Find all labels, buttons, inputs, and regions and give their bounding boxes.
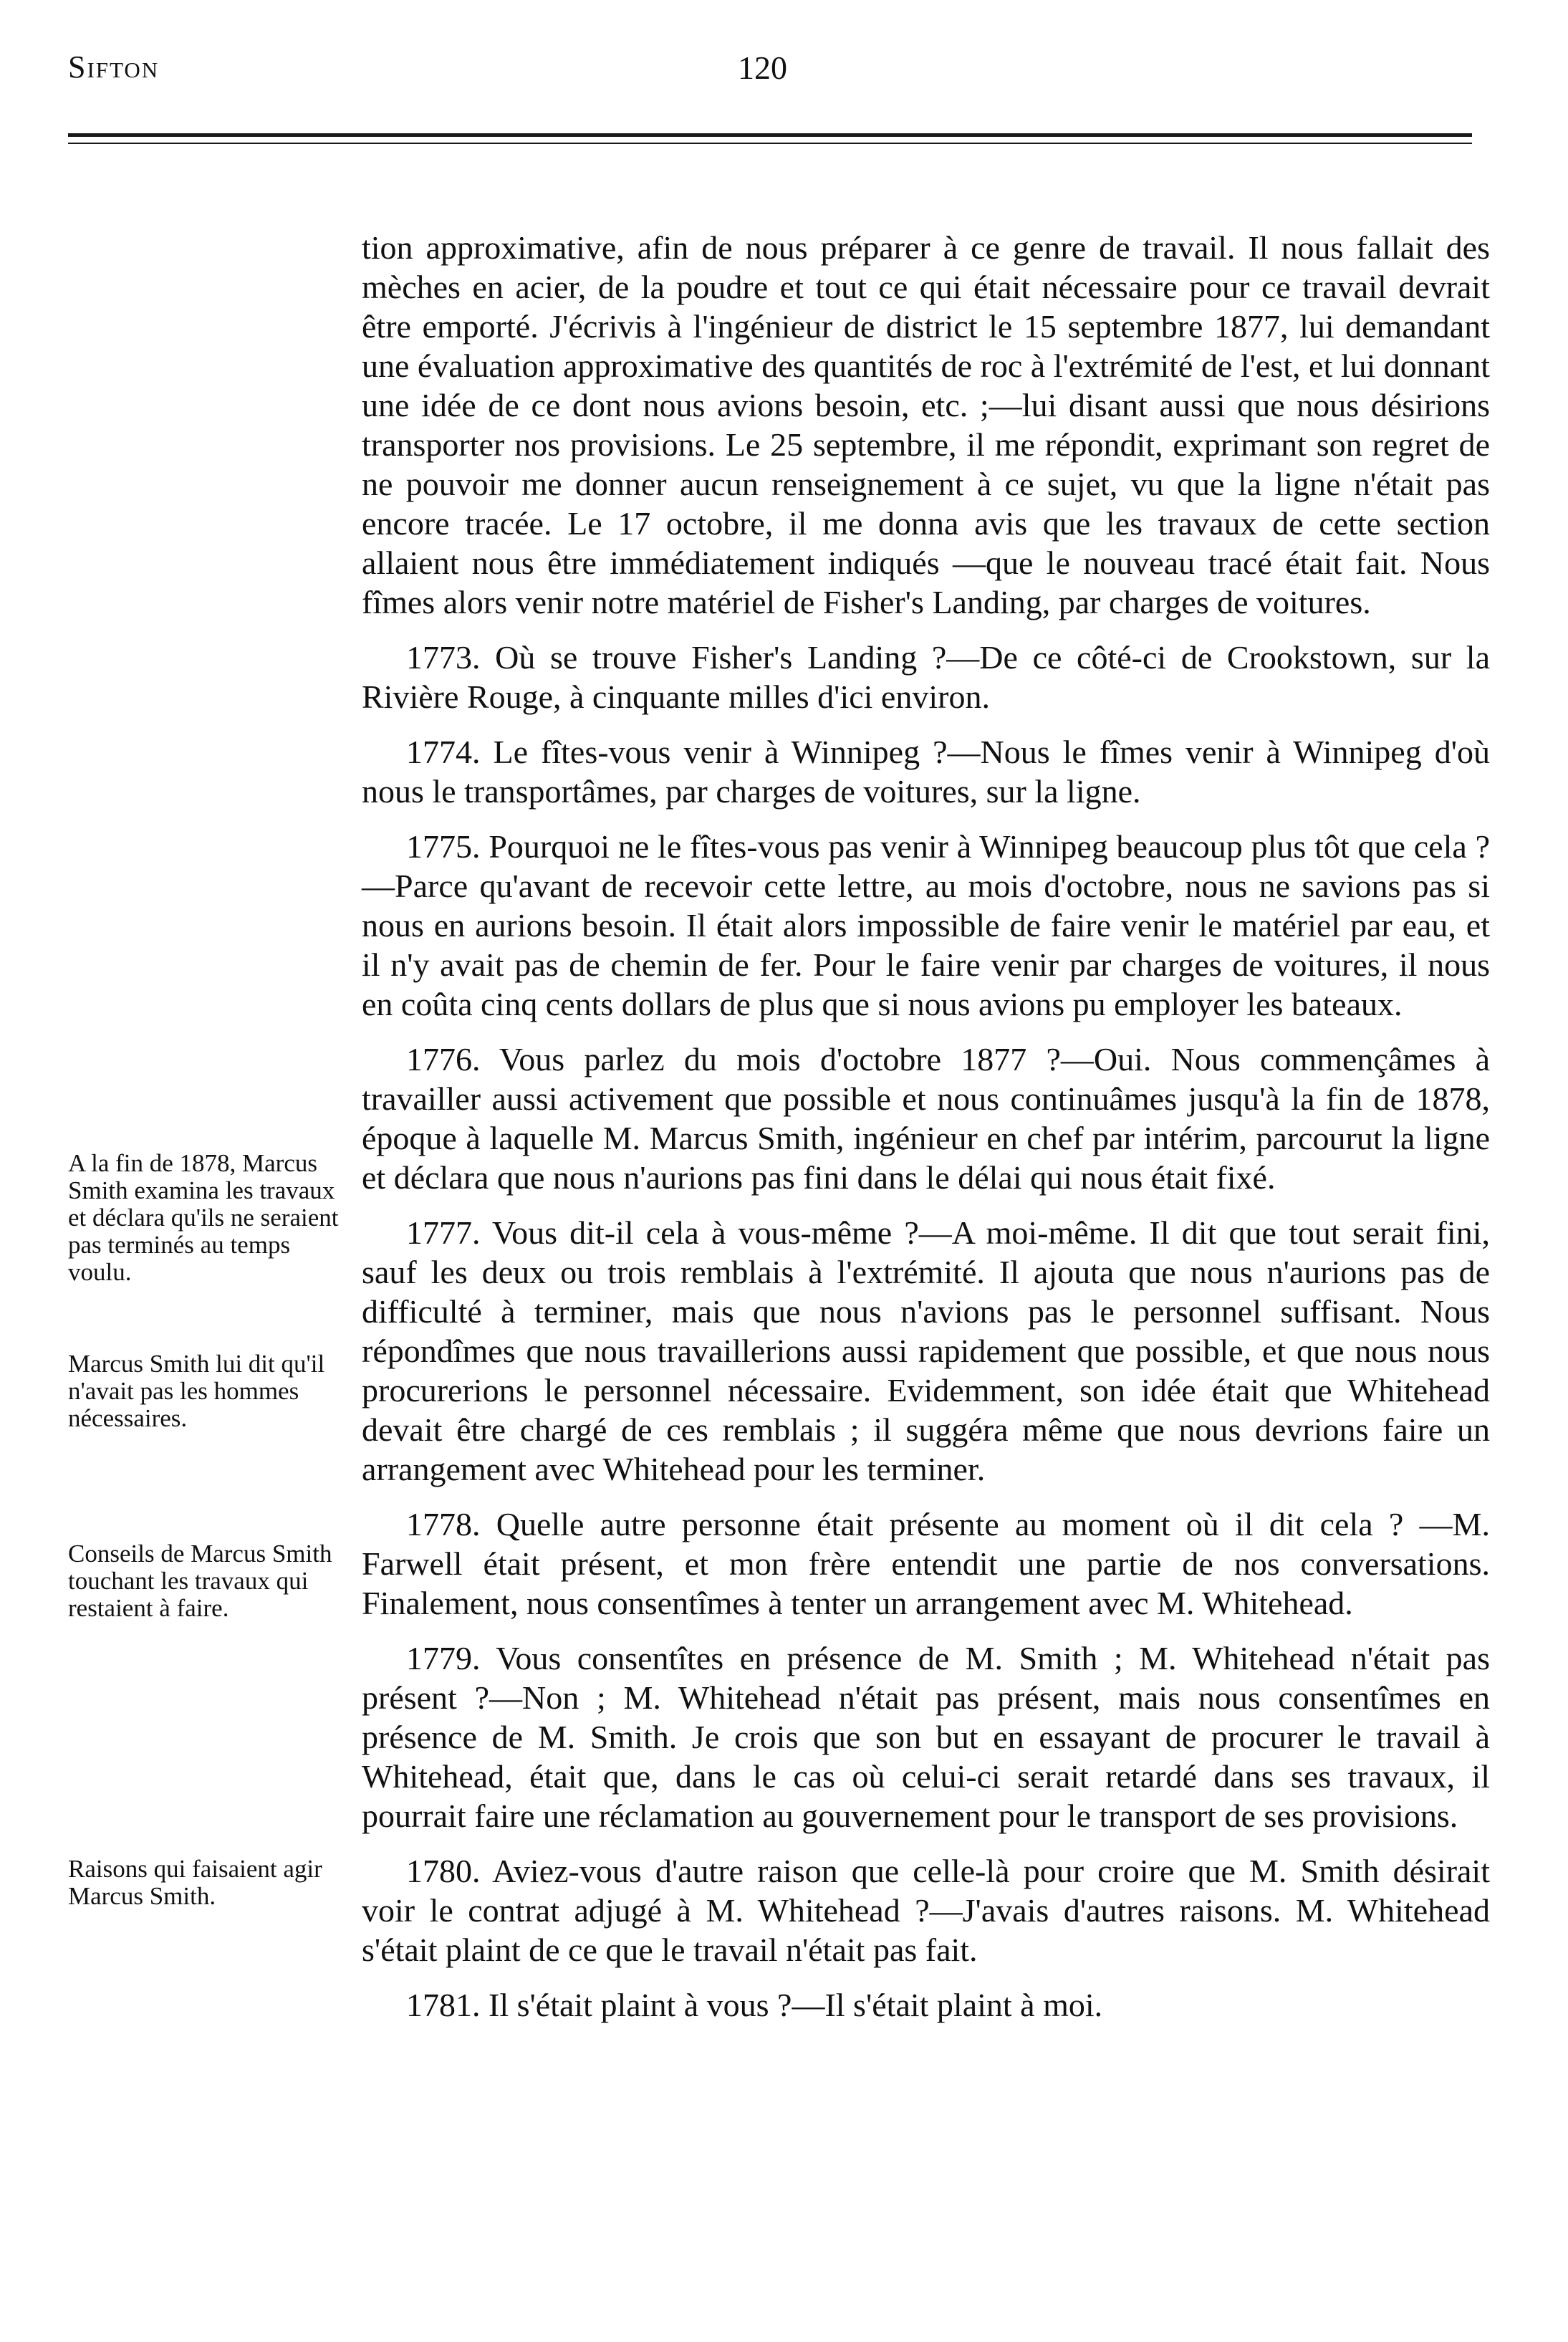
margin-note-reasons: Raisons qui faisaient agir Marcus Smith. xyxy=(68,1855,322,1910)
header-rule-thin xyxy=(68,143,1472,144)
running-head: Sifton xyxy=(68,49,160,85)
question-1778: 1778. Quelle autre personne était présente au moment où il dit cela ? —M. Farwell était présent, et mon frère entendit une partie de nos conversations. Finalement, nous consentîmes à tenter un arrangement avec M. Whitehead. xyxy=(362,1506,1490,1621)
header-rule-thick xyxy=(68,133,1472,137)
question-1773: 1773. Où se trouve Fisher's Landing ?—De ce côté-ci de Crookstown, sur la Rivière Rouge, à cinquante milles d'ici environ. xyxy=(362,639,1490,715)
question-1776: 1776. Vous parlez du mois d'octobre 1877 ?—Oui. Nous commençâmes à travailler aussi activement que possible et nous continuâmes jusqu'à la fin de 1878, époque à laquelle M. Marcus Smith, ingénieur en chef par intérim, parcourut la ligne et déclara que nous n'aurions pas fini dans le délai qui nous était fixé. xyxy=(362,1041,1490,1196)
question-1777: 1777. Vous dit-il cela à vous-même ?—A moi-même. Il dit que tout serait fini, sauf les deux ou trois remblais à l'extrémité. Il ajouta que nous n'aurions pas de difficulté à terminer, mais que nous n'avions pas le personnel suffisant. Nous répondîmes que nous travaillerions aussi rapidement que possible, et que nous nous procurerions le personnel nécessaire. Evidemment, son idée était que Whitehead devait être chargé de ces remblais ; il suggéra même que nous devrions faire un arrangement avec Whitehead pour les terminer. xyxy=(362,1214,1490,1487)
margin-note-advice: Conseils de Marcus Smith touchant les travaux qui restaient à faire. xyxy=(68,1540,332,1622)
paragraph-continuation: tion approximative, afin de nous préparer à ce genre de travail. Il nous fallait des mèches en acier, de la poudre et tout ce qui était nécessaire pour ce travail devrait être emporté. J'écrivis à l'ingénieur de district le 15 septembre 1877, lui demandant une évaluation approximative des quantités de roc à l'extrémité de l'est, et lui donnant une idée de ce dont nous avions besoin, etc. ;—lui disant aussi que nous désirions transporter nos provisions. Le 25 septembre, il me répondit, exprimant son regret de ne pouvoir me donner aucun renseignement à ce sujet, vu que la ligne n'était pas encore tracée. Le 17 octobre, il me donna avis que les travaux de cette section allaient nous être immédiatement indiqués —que le nouveau tracé était fait. Nous fîmes alors venir notre matériel de Fisher's Landing, par charges de voitures. xyxy=(362,229,1490,620)
margin-note-personnel: Marcus Smith lui dit qu'il n'avait pas les hommes nécessaires. xyxy=(68,1350,325,1432)
question-1779: 1779. Vous consentîtes en présence de M. Smith ; M. Whitehead n'était pas présent ?—Non ; M. Whitehead n'était pas présent, mais nous consentîmes en présence de M. Smith. Je crois que son but en essayant de procurer le travail à Whitehead, était que, dans le cas où celui-ci serait retardé dans ses travaux, il pourrait faire une réclamation au gouvernement pour le transport de ses provisions. xyxy=(362,1640,1490,1834)
page-header xyxy=(68,49,1472,99)
body-text xyxy=(362,228,1490,2040)
question-1775: 1775. Pourquoi ne le fîtes-vous pas venir à Winnipeg beaucoup plus tôt que cela ?—Parce qu'avant de recevoir cette lettre, au mois d'octobre, nous ne savions pas si nous en aurions besoin. Il était alors impossible de faire venir le matériel par eau, et il n'y avait pas de chemin de fer. Pour le faire venir par charges de voitures, il nous en coûta cinq cents dollars de plus que si nous avions pu employer les bateaux. xyxy=(362,828,1490,1022)
page-number: 120 xyxy=(738,49,787,86)
question-1781: 1781. Il s'était plaint à vous ?—Il s'était plaint à moi. xyxy=(406,1987,1103,2023)
margin-note-inspection: A la fin de 1878, Marcus Smith examina les travaux et déclara qu'ils ne seraient pas terminés au temps voulu. xyxy=(68,1149,339,1286)
question-1780: 1780. Aviez-vous d'autre raison que celle-là pour croire que M. Smith désirait voir le contrat adjugé à M. Whitehead ?—J'avais d'autres raisons. M. Whitehead s'était plaint de ce que le travail n'était pas fait. xyxy=(362,1853,1490,1968)
question-1774: 1774. Le fîtes-vous venir à Winnipeg ?—Nous le fîmes venir à Winnipeg d'où nous le transportâmes, par charges de voitures, sur la ligne. xyxy=(362,734,1490,810)
